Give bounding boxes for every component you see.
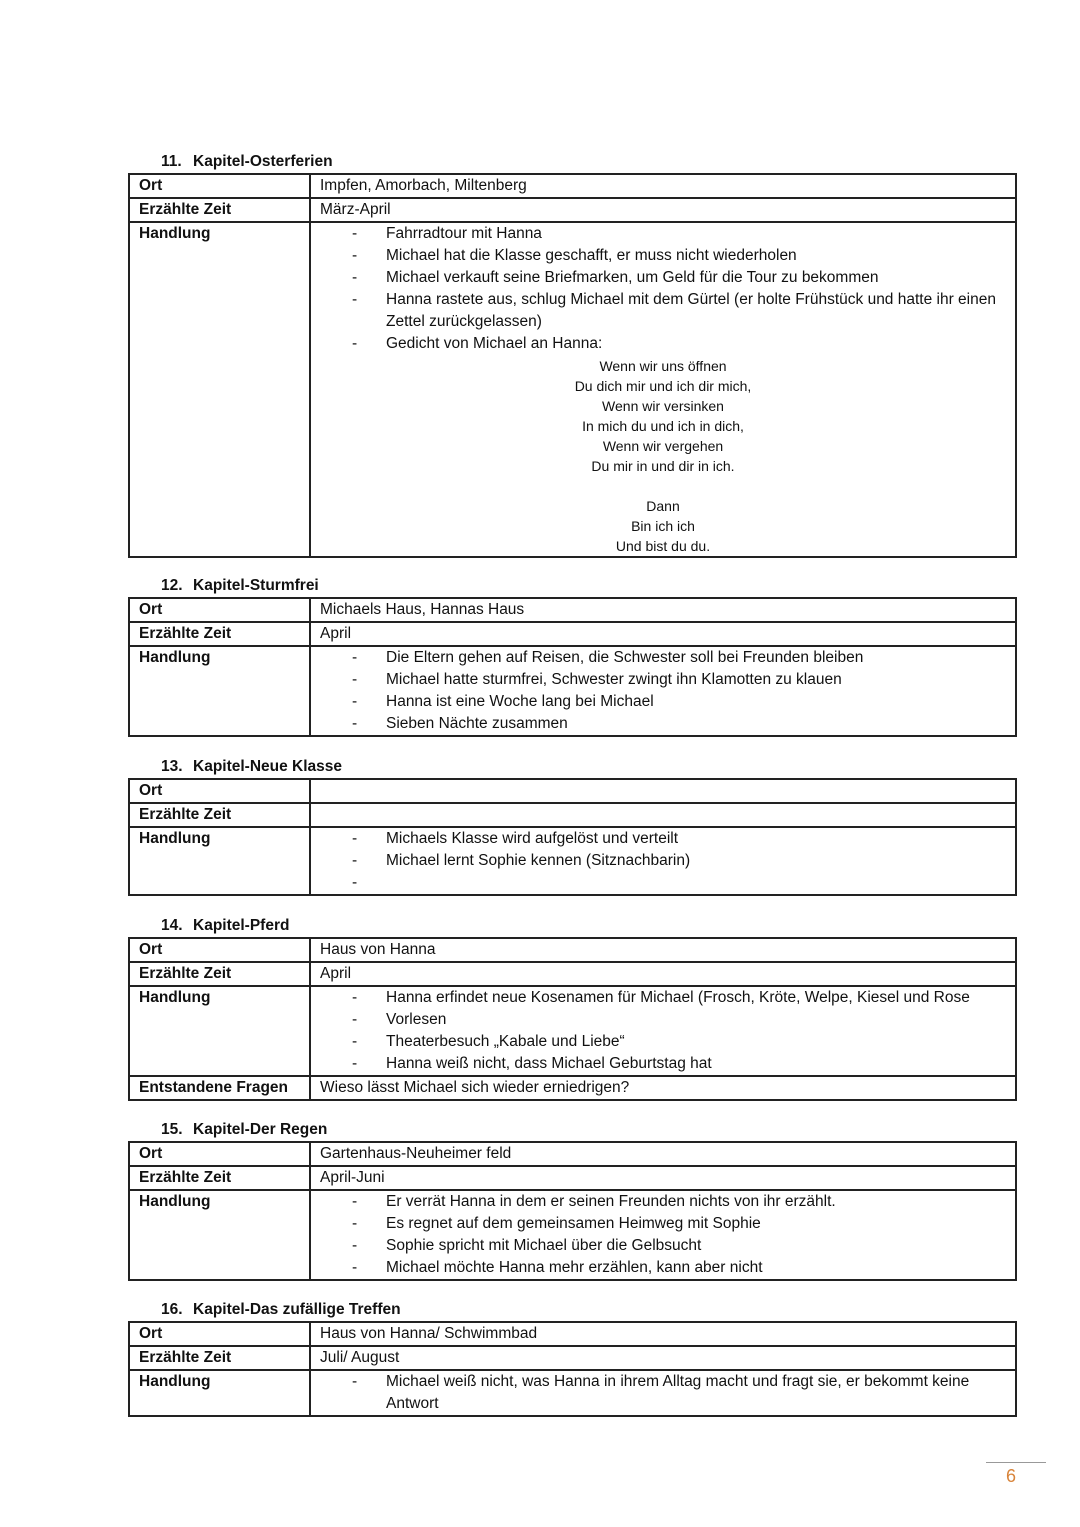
handlung-row [129,222,1016,557]
ort-value: Haus von Hanna [310,938,1016,962]
poem [311,356,1015,556]
zeit-row [129,803,1016,827]
list-item: - Hanna rastete aus, schlug Michael mit dem Gürtel (er holte Frühstück und hatte ihr einen Zettel zurückgelassen) [320,289,1015,333]
poem-line: Wenn wir uns öffnen [599,358,727,374]
zeit-value: April [310,962,1016,986]
ort-row [129,598,1016,622]
ort-label: Ort [129,174,310,198]
poem-line: Bin ich ich [631,518,695,534]
list-item: - Michael weiß nicht, was Hanna in ihrem Alltag macht und fragt sie, er bekommt keine Antwort [320,1371,1015,1415]
chapter-table [128,778,1017,896]
list-item: - Er verrät Hanna in dem er seinen Freunden nichts von ihr erzählt. [320,1191,1015,1213]
list-item: - Vorlesen [320,1009,1015,1031]
chapter-heading: 11. Kapitel-Osterferien [161,153,333,170]
handlung-list [320,987,1015,1075]
list-item: - Hanna weiß nicht, dass Michael Geburtstag hat [320,1053,1015,1075]
list-item: - Gedicht von Michael an Hanna: [320,333,1015,355]
handlung-list [320,223,1015,355]
chapter-15 [128,1119,1017,1281]
handlung-value [310,986,1016,1076]
zeit-value: März-April [310,198,1016,222]
ort-label: Ort [129,1322,310,1346]
fragen-row [129,1076,1016,1100]
zeit-label: Erzählte Zeit [129,1346,310,1370]
chapter-13 [128,756,1017,896]
chapter-heading: 14. Kapitel-Pferd [161,917,290,934]
handlung-value [310,646,1016,736]
list-item: - Michaels Klasse wird aufgelöst und verteilt [320,828,1015,850]
list-item: - Michael lernt Sophie kennen (Sitznachbarin) [320,850,1015,872]
poem-line: Du mir in und dir in ich. [591,458,735,474]
zeit-row [129,198,1016,222]
list-item: - Fahrradtour mit Hanna [320,223,1015,245]
zeit-row [129,1166,1016,1190]
chapter-14 [128,915,1017,1101]
page-number: 6 [1006,1466,1017,1486]
list-item: - Sieben Nächte zusammen [320,713,1015,735]
list-item: - Sophie spricht mit Michael über die Gelbsucht [320,1235,1015,1257]
zeit-value: April-Juni [310,1166,1016,1190]
chapter-heading: 16. Kapitel-Das zufällige Treffen [161,1301,401,1318]
list-item: - Michael hatte sturmfrei, Schwester zwingt ihn Klamotten zu klauen [320,669,1015,691]
list-item: - Die Eltern gehen auf Reisen, die Schwester soll bei Freunden bleiben [320,647,1015,669]
zeit-row [129,1346,1016,1370]
list-item: - Theaterbesuch „Kabale und Liebe“ [320,1031,1015,1053]
chapter-table [128,173,1017,558]
zeit-label: Erzählte Zeit [129,803,310,827]
handlung-list [320,828,1015,894]
zeit-value: April [310,622,1016,646]
chapter-11 [128,151,1017,558]
fragen-label: Entstandene Fragen [129,1076,310,1100]
handlung-label: Handlung [129,222,310,557]
handlung-row [129,1190,1016,1280]
ort-value [310,779,1016,803]
handlung-value [310,827,1016,895]
chapter-heading: 12. Kapitel-Sturmfrei [161,577,319,594]
page-number-rule [986,1462,1046,1463]
chapter-table [128,937,1017,1101]
list-item: - Michael hat die Klasse geschafft, er muss nicht wiederholen [320,245,1015,267]
handlung-value [310,1190,1016,1280]
ort-value: Impfen, Amorbach, Miltenberg [310,174,1016,198]
zeit-row [129,962,1016,986]
handlung-list [320,1191,1015,1279]
ort-row [129,1322,1016,1346]
poem-line: Wenn wir vergehen [602,438,724,454]
ort-label: Ort [129,1142,310,1166]
zeit-label: Erzählte Zeit [129,198,310,222]
handlung-row [129,827,1016,895]
handlung-label: Handlung [129,646,310,736]
poem-gap [311,476,1015,496]
chapter-16 [128,1299,1017,1417]
ort-value: Gartenhaus-Neuheimer feld [310,1142,1016,1166]
handlung-label: Handlung [129,827,310,895]
handlung-label: Handlung [129,1370,310,1416]
zeit-label: Erzählte Zeit [129,962,310,986]
chapter-12 [128,575,1017,737]
handlung-row [129,646,1016,736]
zeit-value: Juli/ August [310,1346,1016,1370]
ort-value: Haus von Hanna/ Schwimmbad [310,1322,1016,1346]
chapter-heading: 15. Kapitel-Der Regen [161,1121,328,1138]
fragen-value: Wieso lässt Michael sich wieder erniedrigen? [310,1076,1016,1100]
handlung-row [129,1370,1016,1416]
zeit-value [310,803,1016,827]
poem-line: Und bist du du. [615,538,711,554]
poem-line: Du dich mir und ich dir mich, [574,378,752,394]
chapter-table [128,1321,1017,1417]
ort-row [129,938,1016,962]
handlung-label: Handlung [129,1190,310,1280]
ort-value: Michaels Haus, Hannas Haus [310,598,1016,622]
list-item: - Es regnet auf dem gemeinsamen Heimweg mit Sophie [320,1213,1015,1235]
list-item [320,872,1015,894]
list-item: - Michael möchte Hanna mehr erzählen, kann aber nicht [320,1257,1015,1279]
ort-row [129,174,1016,198]
ort-row [129,779,1016,803]
handlung-value [310,1370,1016,1416]
ort-row [129,1142,1016,1166]
chapter-heading: 13. Kapitel-Neue Klasse [161,758,343,775]
list-item: - Hanna ist eine Woche lang bei Michael [320,691,1015,713]
ort-label: Ort [129,779,310,803]
list-item: - Hanna erfindet neue Kosenamen für Michael (Frosch, Kröte, Welpe, Kiesel und Rose [320,987,1015,1009]
ort-label: Ort [129,598,310,622]
chapter-table [128,597,1017,737]
zeit-label: Erzählte Zeit [129,622,310,646]
handlung-list [320,1371,1015,1415]
list-item: - Michael verkauft seine Briefmarken, um Geld für die Tour zu bekommen [320,267,1015,289]
handlung-row [129,986,1016,1076]
handlung-label: Handlung [129,986,310,1076]
ort-label: Ort [129,938,310,962]
poem-line: Dann [646,498,680,514]
handlung-value [310,222,1016,557]
zeit-row [129,622,1016,646]
chapter-table [128,1141,1017,1281]
zeit-label: Erzählte Zeit [129,1166,310,1190]
poem-line: In mich du und ich in dich, [582,418,744,434]
poem-line: Wenn wir versinken [602,398,724,414]
handlung-list [320,647,1015,735]
